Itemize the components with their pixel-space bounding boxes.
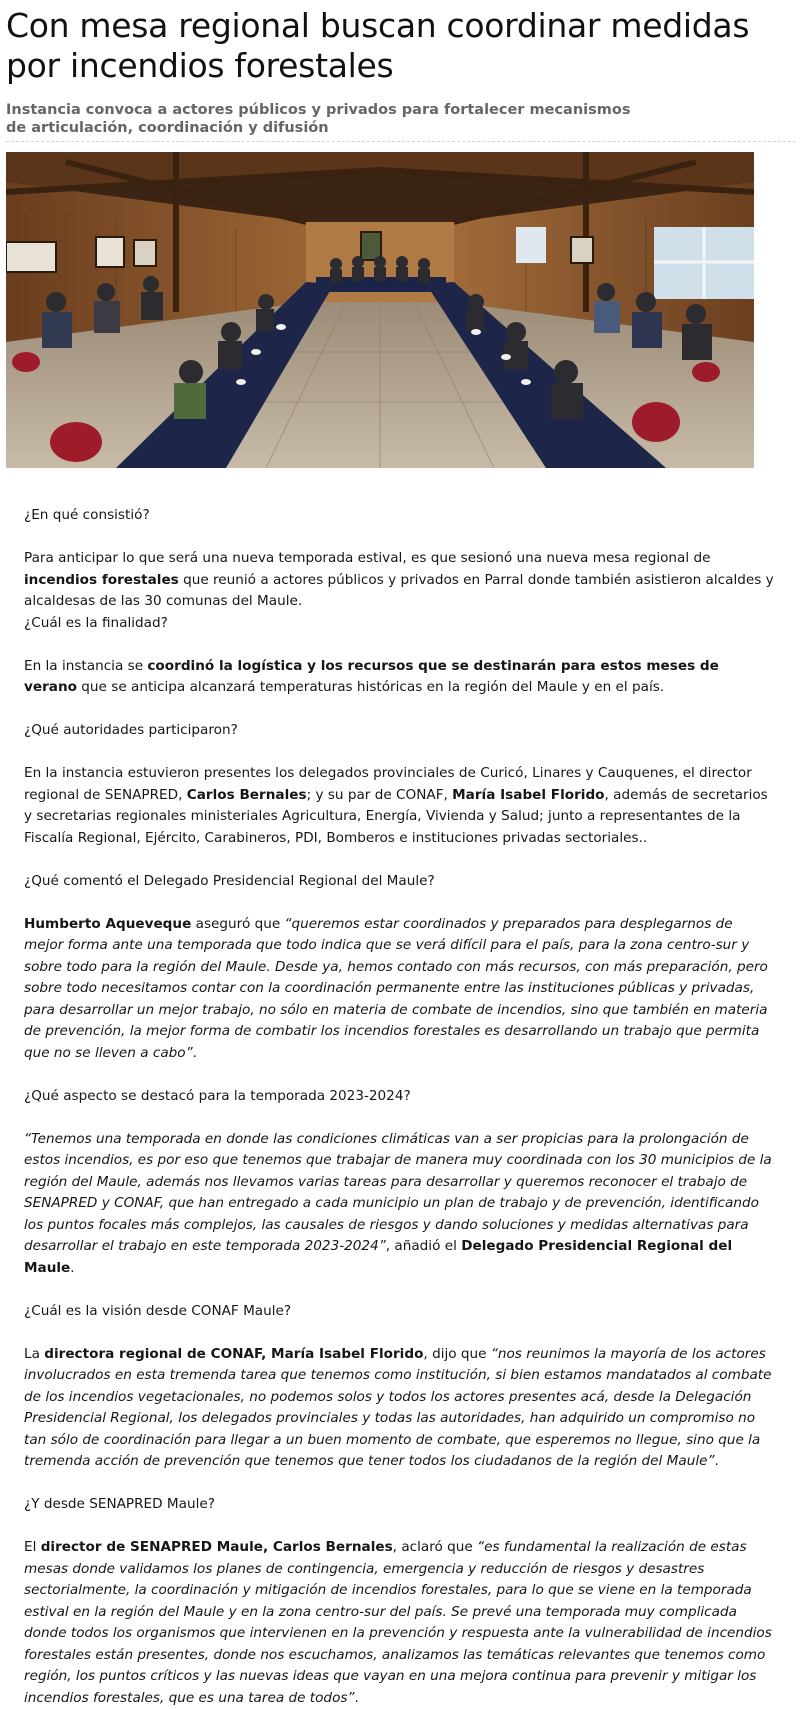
bold-text: Humberto Aqueveque (24, 915, 192, 932)
text: . (354, 1689, 359, 1706)
section-heading: ¿Qué aspecto se destacó para la temporada 2023-2024? (24, 1087, 411, 1104)
text: , además de secretarios y secretarias regionales ministeriales Agricultura, Energía, Vivienda y Salud; junto a representantes de la Fiscalía Regional, Ejército, Carabineros, PDI, Bomberos e instituciones privadas sectoriales.. (24, 786, 768, 846)
bold-text: director de SENAPRED Maule, Carlos Bernales (40, 1539, 393, 1555)
bold-text: coordinó la logística y los recursos que se destinarán para estos meses de verano (24, 657, 719, 695)
section-heading: ¿Cuál es la finalidad? (24, 614, 168, 631)
paragraph (24, 656, 774, 699)
article-body (24, 505, 774, 1709)
paragraph (24, 914, 774, 1065)
paragraph (24, 1129, 774, 1280)
section-heading: ¿Qué autoridades participaron? (24, 722, 238, 738)
subtitle: Instancia convoca a actores públicos y privados para fortalecer mecanismos de articulación, coordinación y difusión (6, 102, 631, 136)
text: . (70, 1259, 75, 1276)
text: aseguró que (191, 915, 285, 932)
section-heading: ¿Cuál es la visión desde CONAF Maule? (24, 1302, 292, 1319)
bold-text: incendios forestales (24, 571, 179, 588)
quote-text: “es fundamental la realización de estas mesas donde validamos los planes de contingencia, emergencia y reducción de riesgos y desastres sectorialmente, la coordinación y mitigación de incendios forestales, para lo que se viene en la temporada estival en la región del Maule y en la zona centro-sur del país. Se prevé una temporada muy complicada donde todos los organismos que intervienen en la prevención y respuesta ante la vulnerabilidad de incendios forestales están presentes, donde nos escuchamos, analizamos las temáticas relevantes que tenemos como región, los puntos críticos y las nuevas ideas que vayan en una mejora continua para prevenir y mitigar los incendios forestales, que es una tarea de todos” (24, 1539, 772, 1706)
paragraph (24, 1537, 774, 1709)
text: La (24, 1345, 45, 1362)
text: . (192, 1044, 197, 1061)
section-heading: ¿En qué consistió? (24, 507, 150, 523)
text: El (24, 1539, 41, 1555)
text: que se anticipa alcanzará temperaturas históricas en la región del Maule y en el país. (76, 679, 665, 695)
quote-text: “nos reunimos la mayoría de los actores involucrados en esta tremenda tarea que tenemos como institución, si bien estamos mandatados al combate de los incendios vegetacionales, no podemos solos y todos los actores presentes acá, desde la Delegación Presidencial Regional, los delegados provinciales y todas las autoridades, han adquirido un compromiso no tan sólo de coordinación para llegar a un buen momento de combate, que esperemos no llegue, sino que la tremenda acción de prevención que tenemos que tener todos los ciudadanos de la región del Maule” (24, 1345, 772, 1469)
text: , aclaró que (392, 1539, 478, 1555)
section-heading: ¿Y desde SENAPRED Maule? (24, 1496, 215, 1512)
text: Para anticipar lo que será una nueva temporada estival, es que sesionó una nueva mesa regional de (24, 550, 711, 566)
divider (6, 141, 796, 142)
bold-text: Carlos Bernales (186, 786, 307, 803)
quote-text: “Tenemos una temporada en donde las condiciones climáticas van a ser propicias para la prolongación de estos incendios, es por eso que tenemos que trabajar de manera muy coordinada con los 30 municipios de la región del Maule, además nos llevamos varias tareas para desarrollar y queremos reconocer el trabajo de SENAPRED y CONAF, que han entregado a cada municipio un plan de trabajo y de prevención, identificando los puntos focales más complejos, las causales de riesgos y dando soluciones y medidas alternativas para desarrollar el trabajo en este temporada 2023-2024” (24, 1130, 772, 1254)
text: . (714, 1453, 719, 1469)
meeting-photo (6, 152, 754, 468)
headline: Con mesa regional buscan coordinar medidas por incendios forestales (6, 6, 750, 85)
text: , añadió el (385, 1238, 462, 1254)
text: En la instancia se (24, 657, 148, 674)
paragraph (24, 548, 774, 613)
quote-text: “queremos estar coordinados y preparados para desplegarnos de mejor forma ante una temporada que todo indica que se verá difícil para el país, para la zona centro-sur y sobre todo para la región del Maule. Desde ya, hemos contado con más recursos, con más preparación, pero sobre todo necesitamos contar con la coordinación permanente entre las instituciones públicas y privadas, para desarrollar un mejor trabajo, no sólo en materia de combate de incendios, sino que también en materia de prevención, la mejor forma de combatir los incendios forestales es desarrollando un trabajo que permita que no se lleven a cabo” (24, 915, 768, 1061)
text: , dijo que (423, 1345, 491, 1362)
paragraph (24, 763, 774, 849)
bold-text: María Isabel Florido (452, 786, 605, 803)
paragraph (24, 1344, 774, 1473)
text: que reunió a actores públicos y privados en Parral donde también asistieron alcaldes y alcaldesas de las 30 comunas del Maule. (24, 571, 774, 609)
bold-text: Delegado Presidencial Regional del Maule (24, 1238, 733, 1276)
text: En la instancia estuvieron presentes los delegados provinciales de Curicó, Linares y Cauquenes, el director regional de SENAPRED, (24, 765, 752, 803)
meeting-photo-illustration (6, 152, 754, 468)
bold-text: directora regional de CONAF, María Isabel Florido (44, 1345, 424, 1362)
section-heading: ¿Qué comentó el Delegado Presidencial Regional del Maule? (24, 872, 435, 889)
text: ; y su par de CONAF, (306, 786, 453, 803)
